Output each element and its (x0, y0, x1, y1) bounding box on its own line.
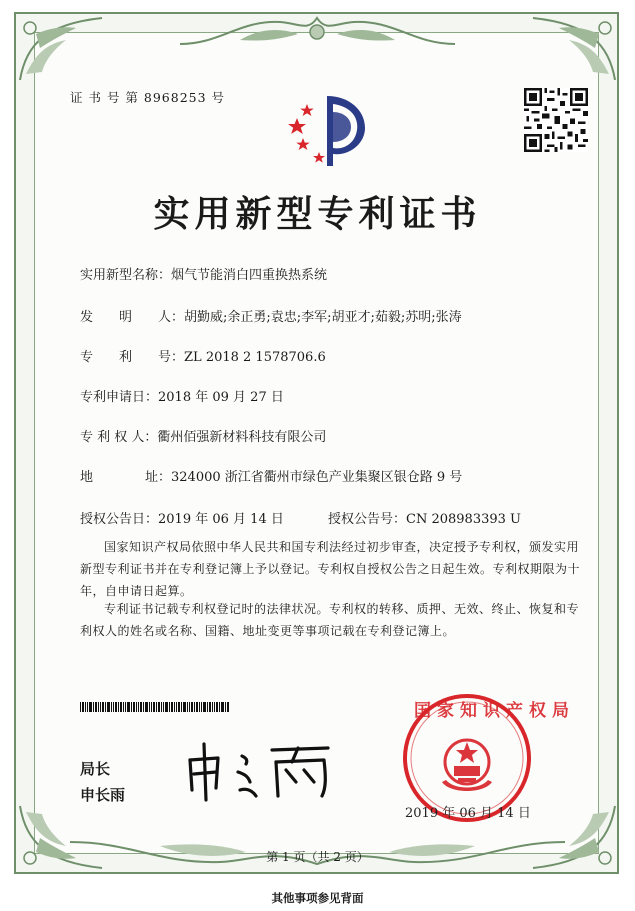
address-value: 324000 浙江省衢州市绿色产业集聚区银仓路 9 号 (171, 470, 463, 485)
top-ornament (180, 14, 455, 48)
filing-date-value: 2018 年 09 月 27 日 (158, 390, 284, 405)
certificate-title: 实用新型专利证书 (153, 193, 482, 235)
certificate-number: 证 书 号 第 8968253 号 (70, 90, 226, 105)
grant-number-label: 授权公告号： (328, 512, 407, 527)
grant-date-row (80, 508, 284, 527)
filing-date-row (80, 386, 284, 405)
address-label: 地 址： (80, 470, 172, 485)
inventor-value: 胡勤威;余正勇;袁忠;李军;胡亚才;茹毅;苏明;张涛 (184, 310, 462, 325)
inventor-label: 发 明 人： (80, 310, 185, 325)
patentee-row (80, 426, 326, 445)
cnipa-logo-icon (285, 92, 367, 170)
page-number: 第 1 页（共 2 页） (266, 850, 369, 864)
patentee-label: 专 利 权 人： (80, 430, 158, 445)
seal-date: 2019 年 06 月 14 日 (405, 806, 531, 821)
grant-date-label: 授权公告日： (80, 512, 159, 527)
qr-code-icon (524, 88, 588, 152)
barcode-icon (80, 702, 230, 712)
grant-number-row (328, 508, 521, 527)
corner-ornament-top-right (529, 14, 619, 84)
utility-model-name-label: 实用新型名称： (80, 268, 172, 283)
utility-model-name-row (80, 264, 327, 283)
patent-number-label: 专 利 号： (80, 350, 185, 365)
patent-number-value: ZL 2018 2 1578706.6 (184, 350, 326, 365)
filing-date-label: 专利申请日： (80, 390, 159, 405)
utility-model-name-value: 烟气节能消白四重换热系统 (171, 268, 328, 283)
director-signature (180, 738, 340, 804)
footnote: 其他事项参见背面 (271, 891, 364, 905)
corner-ornament-top-left (16, 14, 106, 84)
grant-date-value: 2019 年 06 月 14 日 (158, 512, 284, 527)
director-title: 局长 (80, 760, 111, 778)
address-row (80, 466, 462, 485)
director-name: 申长雨 (80, 786, 126, 804)
inventor-row (80, 306, 462, 325)
patentee-value: 衢州佰强新材料科技有限公司 (157, 430, 327, 445)
patent-number-row (80, 346, 326, 365)
paragraph-legal-status: 专利证书记载专利权登记时的法律状况。专利权的转移、质押、无效、终止、恢复和专利权人的姓名或名称、国籍、地址变更等事项记载在专利登记簿上。 (80, 602, 580, 638)
seal-text-label: 国家知识产权局 (414, 701, 575, 721)
grant-number-value: CN 208983393 U (406, 512, 521, 527)
paragraph-grant-statement: 国家知识产权局依照中华人民共和国专利法经过初步审查，决定授予专利权，颁发实用新型专利证书并在专利登记簿上予以登记。专利权自授权公告之日起生效。专利权期限为十年，自申请日起算。 (80, 540, 581, 598)
